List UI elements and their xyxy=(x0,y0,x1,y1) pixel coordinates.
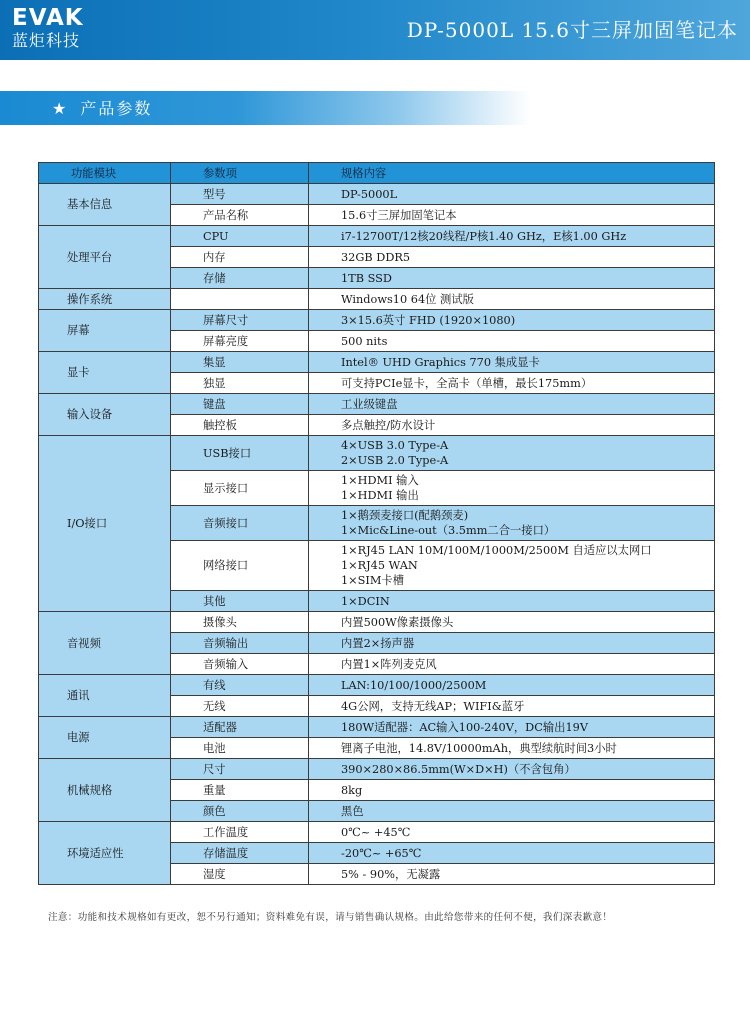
spec-value-line: 180W适配器：AC输入100-240V，DC输出19V xyxy=(341,720,588,734)
spec-value-cell xyxy=(309,780,715,801)
param-cell: 型号 xyxy=(171,184,309,205)
spec-value-line: 工业级键盘 xyxy=(341,397,398,411)
param-cell: 网络接口 xyxy=(171,541,309,591)
spec-value-cell xyxy=(309,675,715,696)
param-cell: 内存 xyxy=(171,247,309,268)
spec-value-line: 1×Mic&Line-out（3.5mm二合一接口） xyxy=(341,524,556,537)
spec-value-line: 1×鹅颈麦接口(配鹅颈麦) xyxy=(341,509,469,522)
param-cell: 屏幕亮度 xyxy=(171,331,309,352)
spec-value-line: 1×HDMI 输入 xyxy=(341,474,419,487)
param-cell: 工作温度 xyxy=(171,822,309,843)
spec-table xyxy=(38,162,715,885)
spec-value-line: 1×SIM卡槽 xyxy=(341,574,405,587)
table-row xyxy=(39,289,715,310)
section-title-text: 产品参数 xyxy=(80,99,153,118)
param-cell: 存储 xyxy=(171,268,309,289)
param-cell: 存储温度 xyxy=(171,843,309,864)
spec-value-cell xyxy=(309,654,715,675)
spec-value-cell xyxy=(309,394,715,415)
param-cell: 音频接口 xyxy=(171,506,309,541)
spec-value-line: 500 nits xyxy=(341,334,388,348)
spec-value-cell xyxy=(309,415,715,436)
spec-value-line: 5% - 90%，无凝露 xyxy=(341,867,441,881)
spec-value-cell xyxy=(309,864,715,885)
spec-value-line: LAN:10/100/1000/2500M xyxy=(341,678,487,692)
spec-value-cell xyxy=(309,352,715,373)
param-cell: 键盘 xyxy=(171,394,309,415)
spec-value-line: 4×USB 3.0 Type-A xyxy=(341,439,449,452)
param-cell: 音频输入 xyxy=(171,654,309,675)
module-cell: 输入设备 xyxy=(39,394,171,436)
spec-value-cell xyxy=(309,373,715,394)
spec-value-cell xyxy=(309,310,715,331)
spec-value-line: 1×RJ45 WAN xyxy=(341,559,418,572)
param-cell: 尺寸 xyxy=(171,759,309,780)
spec-value-line: 8kg xyxy=(341,783,363,797)
spec-value-line: 黑色 xyxy=(341,804,364,818)
spec-value-cell xyxy=(309,738,715,759)
product-title: DP-5000L 15.6寸三屏加固笔记本 xyxy=(406,18,738,42)
spec-value-cell xyxy=(309,822,715,843)
module-cell: 环境适应性 xyxy=(39,822,171,885)
section-title xyxy=(52,96,152,119)
param-cell: USB接口 xyxy=(171,436,309,471)
logo-text-en: EVAK xyxy=(12,5,84,31)
table-row xyxy=(39,352,715,373)
brand-logo xyxy=(12,6,102,54)
spec-value-line: 内置500W像素摄像头 xyxy=(341,615,454,629)
param-cell: 无线 xyxy=(171,696,309,717)
module-cell: 屏幕 xyxy=(39,310,171,352)
spec-value-cell xyxy=(309,541,715,591)
spec-value-line: Intel® UHD Graphics 770 集成显卡 xyxy=(341,355,540,369)
param-cell: 颜色 xyxy=(171,801,309,822)
star-icon: ★ xyxy=(52,99,69,118)
spec-value-line: 1×RJ45 LAN 10M/100M/1000M/2500M 自适应以太网口 xyxy=(341,544,652,557)
spec-value-line: 2×USB 2.0 Type-A xyxy=(341,454,449,467)
spec-value-cell xyxy=(309,289,715,310)
spec-value-cell xyxy=(309,268,715,289)
table-row xyxy=(39,394,715,415)
module-cell: 处理平台 xyxy=(39,226,171,289)
spec-value-line: i7-12700T/12核20线程/P核1.40 GHz，E核1.00 GHz xyxy=(341,229,627,243)
param-cell: 集显 xyxy=(171,352,309,373)
spec-value-line: 内置1×阵列麦克风 xyxy=(341,657,437,671)
param-cell: 电池 xyxy=(171,738,309,759)
param-cell: 其他 xyxy=(171,591,309,612)
param-cell: 音频输出 xyxy=(171,633,309,654)
table-row xyxy=(39,717,715,738)
section-banner xyxy=(0,91,530,125)
spec-value-cell xyxy=(309,717,715,738)
table-row xyxy=(39,436,715,471)
param-cell: 触控板 xyxy=(171,415,309,436)
spec-value-line: 1×HDMI 输出 xyxy=(341,489,419,502)
spec-value-line: 1TB SSD xyxy=(341,271,392,285)
header-module: 功能模块 xyxy=(39,163,171,184)
spec-value-line: -20℃~ +65℃ xyxy=(341,846,422,860)
spec-value-cell xyxy=(309,696,715,717)
module-cell: 机械规格 xyxy=(39,759,171,822)
header-spec: 规格内容 xyxy=(309,163,715,184)
spec-value-line: 3×15.6英寸 FHD (1920×1080) xyxy=(341,313,516,327)
param-cell: 适配器 xyxy=(171,717,309,738)
spec-value-line: 多点触控/防水设计 xyxy=(341,418,436,432)
param-cell: 独显 xyxy=(171,373,309,394)
spec-value-cell xyxy=(309,471,715,506)
param-cell: 产品名称 xyxy=(171,205,309,226)
module-cell: I/O接口 xyxy=(39,436,171,612)
spec-value-cell xyxy=(309,612,715,633)
spec-value-cell xyxy=(309,843,715,864)
spec-value-cell xyxy=(309,633,715,654)
spec-value-line: 32GB DDR5 xyxy=(341,250,411,264)
table-header-row xyxy=(39,163,715,184)
table-row xyxy=(39,822,715,843)
spec-value-cell xyxy=(309,184,715,205)
spec-value-cell xyxy=(309,591,715,612)
module-cell: 通讯 xyxy=(39,675,171,717)
param-cell: 屏幕尺寸 xyxy=(171,310,309,331)
param-cell: 湿度 xyxy=(171,864,309,885)
spec-value-line: 0℃~ +45℃ xyxy=(341,825,411,839)
spec-value-cell xyxy=(309,226,715,247)
spec-value-line: 锂离子电池，14.8V/10000mAh，典型续航时间3小时 xyxy=(341,741,617,755)
logo-text-cn: 蓝炬科技 xyxy=(12,31,81,50)
spec-value-cell xyxy=(309,247,715,268)
spec-value-line: 390×280×86.5mm(W×D×H)（不含包角） xyxy=(341,762,576,776)
table-row xyxy=(39,226,715,247)
param-cell: 摄像头 xyxy=(171,612,309,633)
spec-value-line: 可支持PCIe显卡，全高卡（单槽，最长175mm） xyxy=(341,376,593,390)
module-cell: 显卡 xyxy=(39,352,171,394)
param-cell xyxy=(171,289,309,310)
spec-value-cell xyxy=(309,759,715,780)
param-cell: 显示接口 xyxy=(171,471,309,506)
spec-value-cell xyxy=(309,205,715,226)
spec-value-line: 4G公网，支持无线AP；WIFI&蓝牙 xyxy=(341,699,525,713)
module-cell: 电源 xyxy=(39,717,171,759)
table-row xyxy=(39,612,715,633)
header-banner xyxy=(0,0,750,60)
spec-value-line: 内置2×扬声器 xyxy=(341,636,415,650)
spec-value-cell xyxy=(309,506,715,541)
table-row xyxy=(39,184,715,205)
spec-value-line: DP-5000L xyxy=(341,187,398,201)
module-cell: 基本信息 xyxy=(39,184,171,226)
spec-value-line: 15.6寸三屏加固笔记本 xyxy=(341,208,457,222)
module-cell: 操作系统 xyxy=(39,289,171,310)
param-cell: 重量 xyxy=(171,780,309,801)
spec-value-line: 1×DCIN xyxy=(341,594,390,608)
header-param: 参数项 xyxy=(171,163,309,184)
footnote: 注意：功能和技术规格如有更改，恕不另行通知；资料难免有误，请与销售确认规格。由此给您带来的任何不便，我们深表歉意！ xyxy=(48,912,613,923)
table-row xyxy=(39,310,715,331)
module-cell: 音视频 xyxy=(39,612,171,675)
table-row xyxy=(39,759,715,780)
table-row xyxy=(39,675,715,696)
spec-value-cell xyxy=(309,436,715,471)
param-cell: 有线 xyxy=(171,675,309,696)
spec-value-cell xyxy=(309,331,715,352)
param-cell: CPU xyxy=(171,226,309,247)
spec-value-line: Windows10 64位 测试版 xyxy=(341,292,474,306)
spec-value-cell xyxy=(309,801,715,822)
